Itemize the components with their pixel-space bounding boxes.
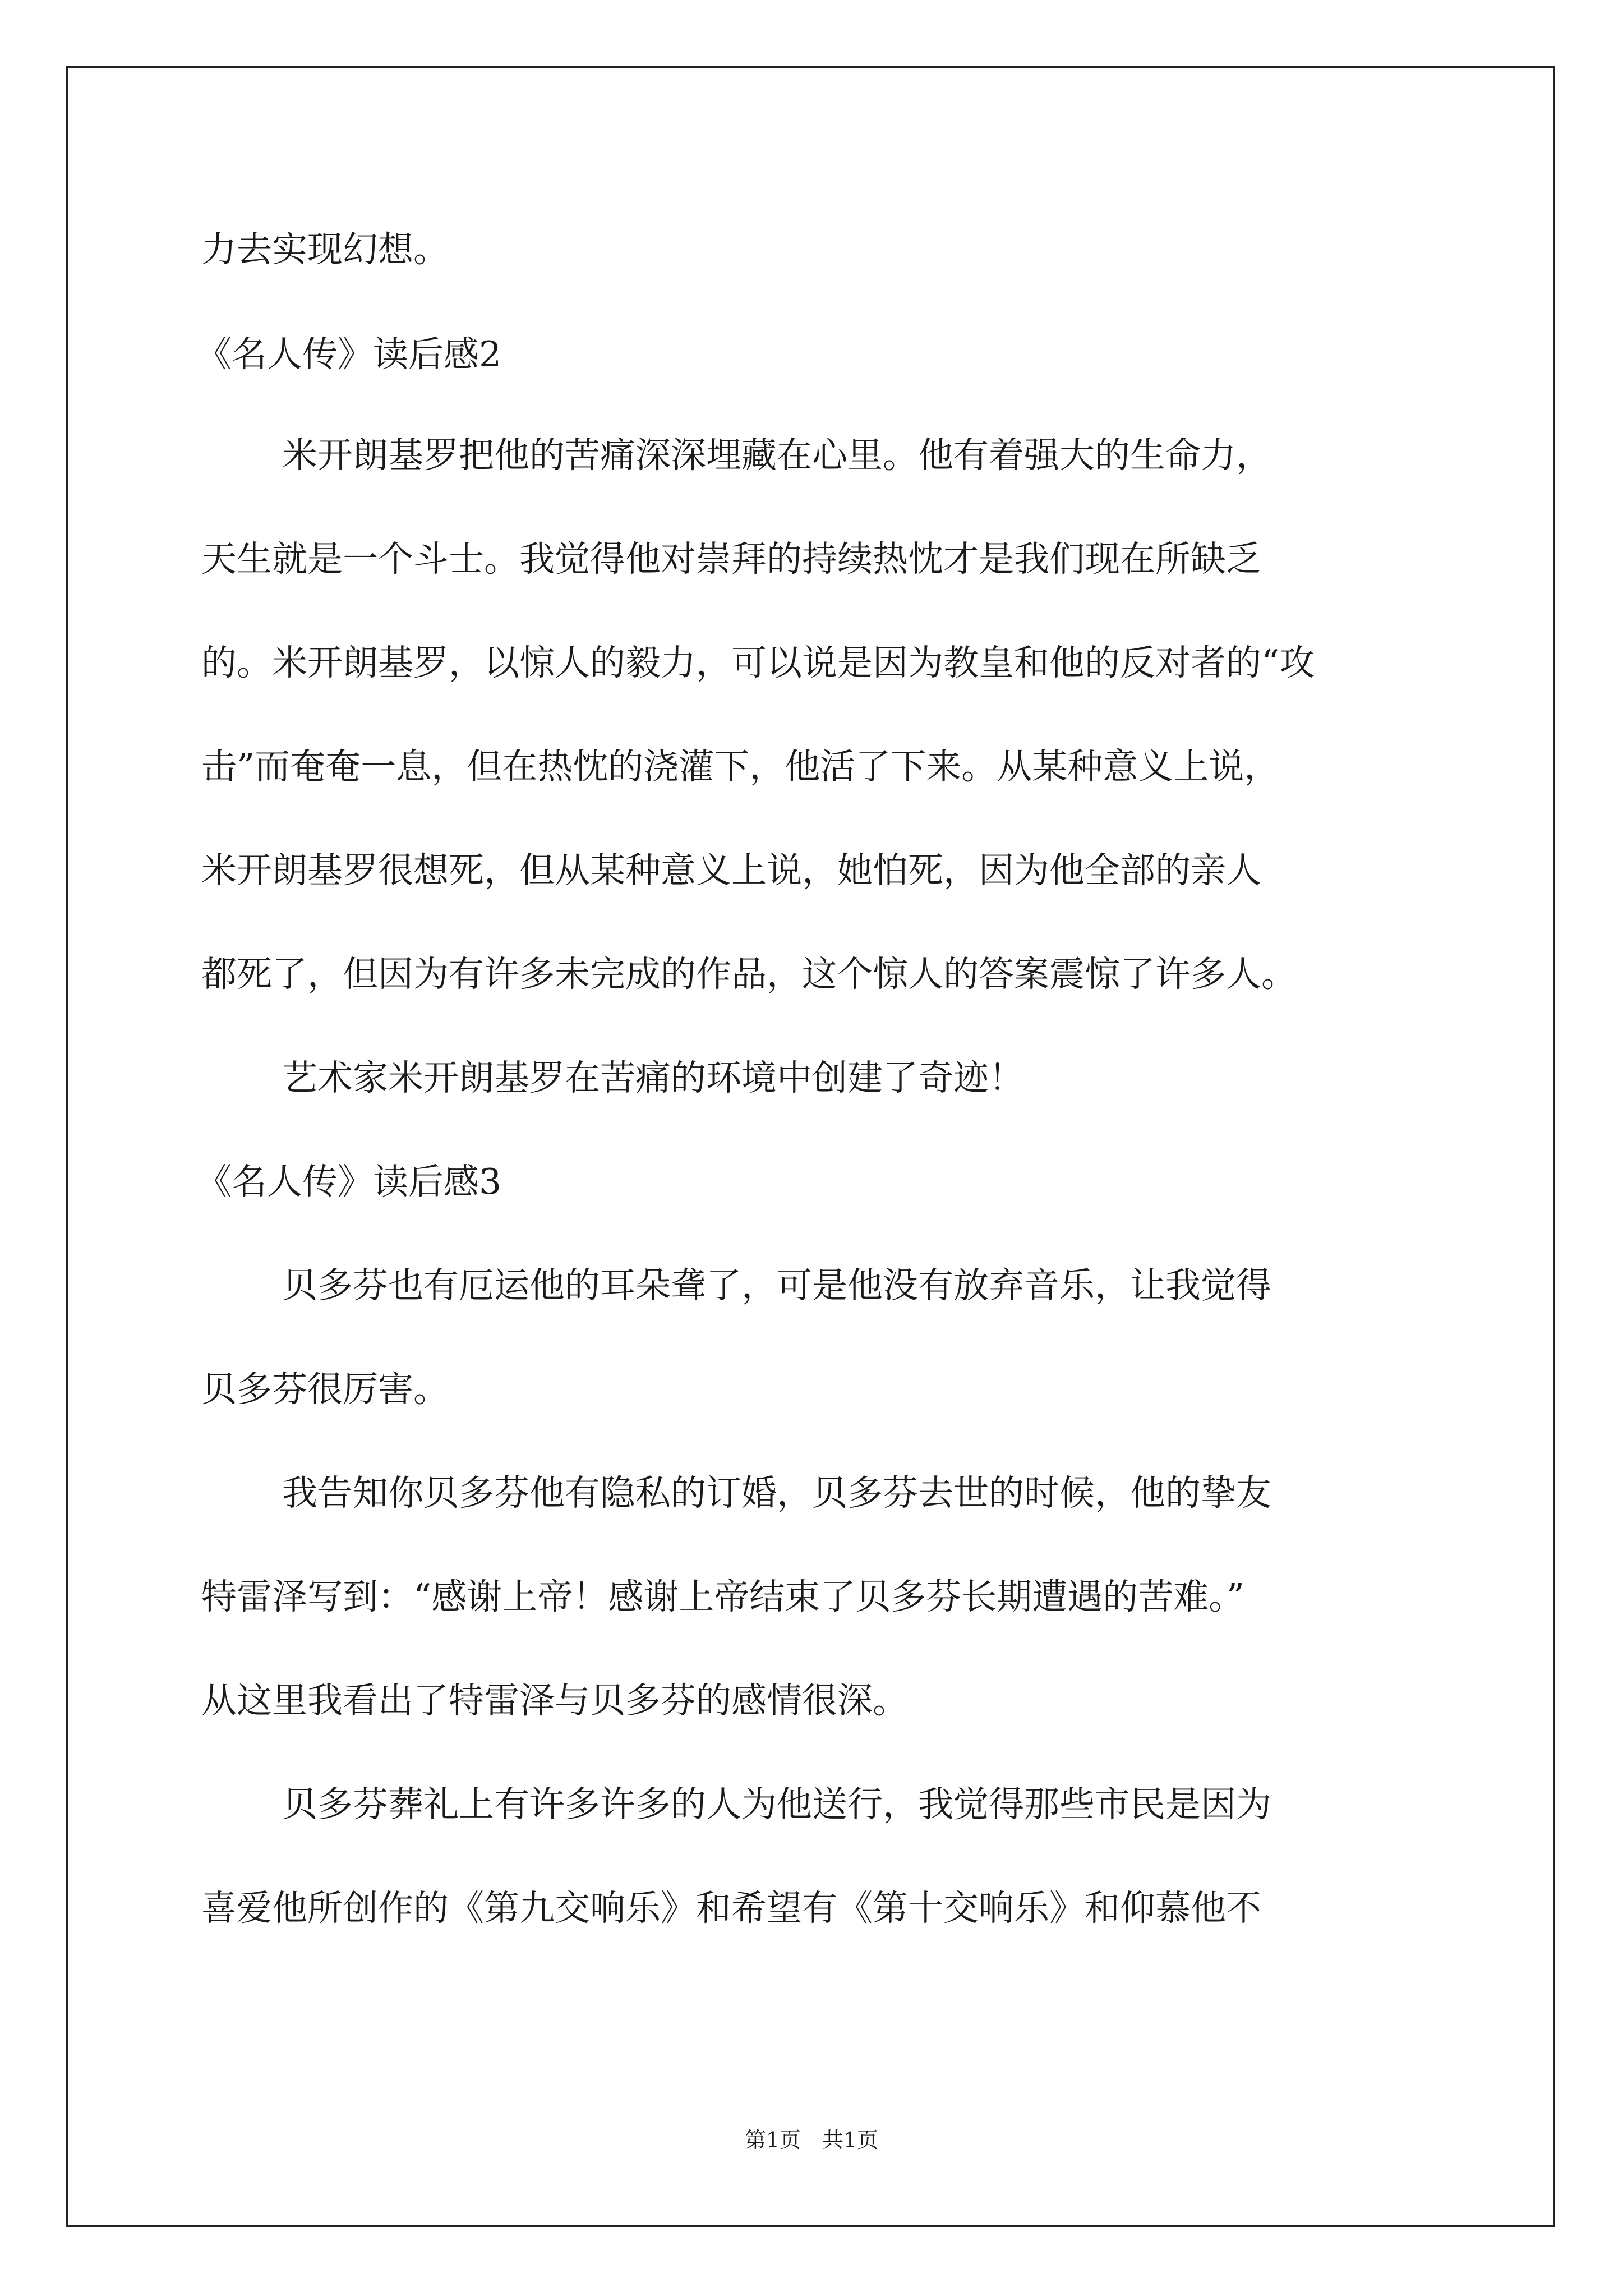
section-heading: 《名人传》读后感2 (196, 334, 502, 375)
body-line: 都死了，但因为有许多未完成的作品，这个惊人的答案震惊了许多人。 (201, 954, 1297, 995)
body-line: 的。米开朗基罗，以惊人的毅力，可以说是因为教皇和他的反对者的“攻 (201, 642, 1315, 683)
body-line: 击”而奄奄一息，但在热忱的浇灌下，他活了下来。从某种意义上说， (201, 746, 1280, 787)
body-line: 从这里我看出了特雷泽与贝多芬的感情很深。 (201, 1680, 908, 1721)
page-footer: 第1页 共1页 (744, 2128, 879, 2152)
section-heading: 《名人传》读后感3 (196, 1161, 502, 1202)
body-line: 喜爱他所创作的《第九交响乐》和希望有《第十交响乐》和仰慕他不 (201, 1888, 1261, 1929)
body-line: 贝多芬很厉害。 (201, 1369, 449, 1410)
body-line: 特雷泽写到：“感谢上帝！感谢上帝结束了贝多芬长期遭遇的苦难。” (201, 1576, 1244, 1617)
paragraph-first-line: 我告知你贝多芬他有隐私的订婚，贝多芬去世的时候，他的挚友 (282, 1473, 1271, 1513)
paragraph-first-line: 贝多芬葬礼上有许多许多的人为他送行，我觉得那些市民是因为 (282, 1784, 1271, 1825)
paragraph-first-line: 艺术家米开朗基罗在苦痛的环境中创建了奇迹！ (282, 1057, 1024, 1098)
body-line: 力去实现幻想。 (201, 229, 449, 270)
body-line: 天生就是一个斗士。我觉得他对崇拜的持续热忱才是我们现在所缺乏 (201, 539, 1261, 579)
body-line: 米开朗基罗很想死，但从某种意义上说，她怕死，因为他全部的亲人 (201, 850, 1261, 891)
paragraph-first-line: 米开朗基罗把他的苦痛深深埋藏在心里。他有着强大的生命力， (282, 435, 1271, 476)
paragraph-first-line: 贝多芬也有厄运他的耳朵聋了，可是他没有放弃音乐，让我觉得 (282, 1265, 1271, 1306)
